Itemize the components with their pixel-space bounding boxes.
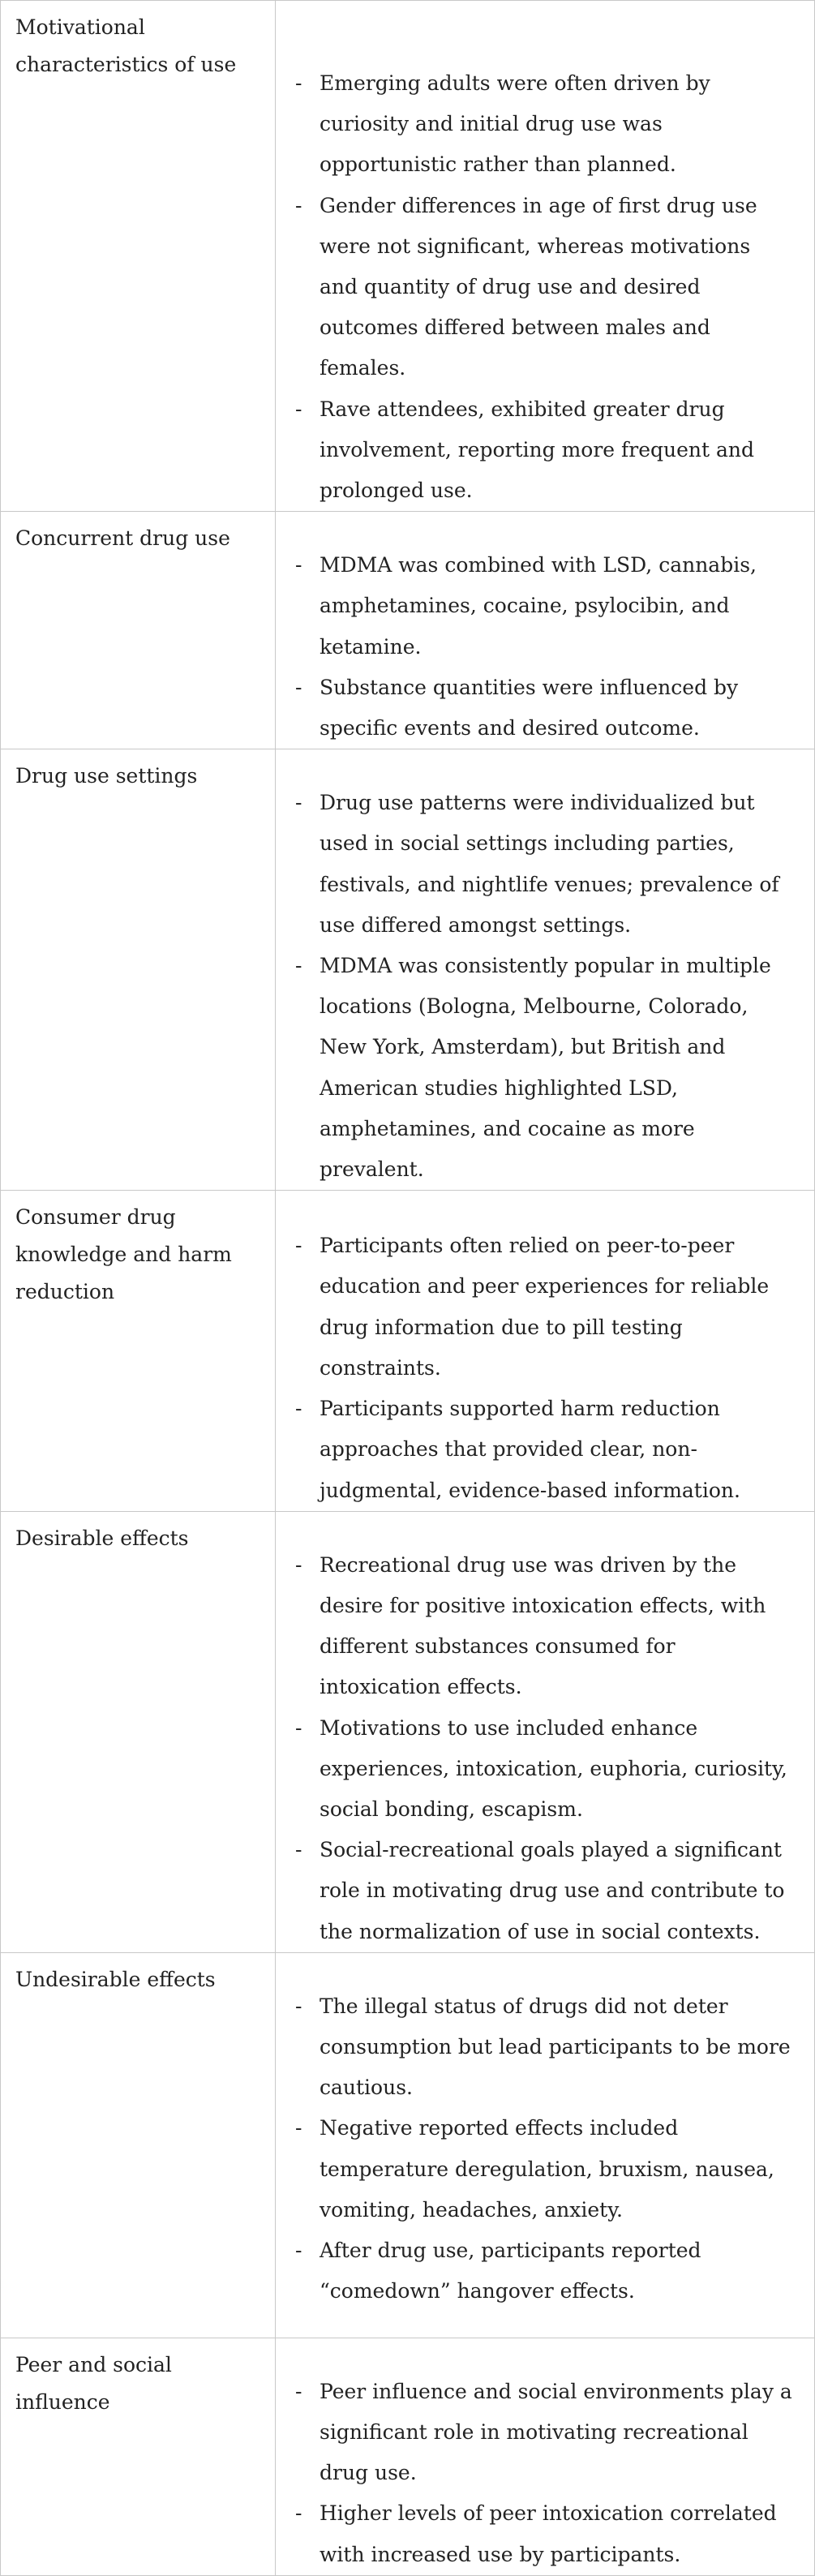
finding-item: - MDMA was consistently popular in multiple locations (Bologna, Melbourne, Colorado, New York, Amsterdam), but British and American studies highlighted LSD, amphetamines, and cocaine as more prevalent.	[276, 946, 795, 1190]
theme-cell: Peer and social influence	[1, 2338, 276, 2575]
finding-item: - Higher levels of peer intoxication correlated with increased use by participants.	[276, 2493, 795, 2574]
finding-item: - Emerging adults were often driven by curiosity and initial drug use was opportunistic rather than planned.	[276, 63, 795, 186]
table-row	[1, 512, 815, 749]
findings-cell	[276, 512, 815, 749]
findings-list	[276, 2338, 795, 2575]
table-row	[1, 1511, 815, 1952]
finding-item: - Drug use patterns were individualized but used in social settings including parties, festivals, and nightlife venues; prevalence of use differed amongst settings.	[276, 783, 795, 946]
finding-item: - The illegal status of drugs did not deter consumption but lead participants to be more cautious.	[276, 1986, 795, 2109]
finding-item: - Social-recreational goals played a significant role in motivating drug use and contribute to the normalization of use in social contexts.	[276, 1830, 795, 1952]
findings-cell	[276, 749, 815, 1191]
findings-list	[276, 749, 795, 1190]
finding-item: - After drug use, participants reported “comedown” hangover effects.	[276, 2230, 795, 2312]
table-row	[1, 1, 815, 512]
findings-cell	[276, 2338, 815, 2575]
theme-cell: Consumer drug knowledge and harm reduction	[1, 1191, 276, 1511]
table-row	[1, 1191, 815, 1511]
findings-list	[276, 1953, 795, 2312]
theme-cell: Concurrent drug use	[1, 512, 276, 749]
theme-cell: Undesirable effects	[1, 1952, 276, 2338]
findings-list	[276, 512, 795, 749]
findings-cell	[276, 1, 815, 512]
finding-item: - Participants supported harm reduction approaches that provided clear, non-judgmental, evidence-based information.	[276, 1389, 795, 1511]
finding-item: - Participants often relied on peer-to-peer education and peer experiences for reliable drug information due to pill testing constraints.	[276, 1226, 795, 1389]
findings-list	[276, 1191, 795, 1510]
findings-cell	[276, 1952, 815, 2338]
finding-item: - Gender differences in age of first drug use were not significant, whereas motivations and quantity of drug use and desired outcomes differed between males and females.	[276, 186, 795, 389]
finding-item: - Substance quantities were influenced by specific events and desired outcome.	[276, 668, 795, 749]
finding-item: - Negative reported effects included temperature deregulation, bruxism, nausea, vomiting, headaches, anxiety.	[276, 2108, 795, 2230]
finding-item: - MDMA was combined with LSD, cannabis, amphetamines, cocaine, psylocibin, and ketamine.	[276, 545, 795, 668]
theme-cell: Drug use settings	[1, 749, 276, 1191]
finding-item: - Rave attendees, exhibited greater drug involvement, reporting more frequent and prolonged use.	[276, 389, 795, 512]
finding-item: - Peer influence and social environments play a significant role in motivating recreational drug use.	[276, 2372, 795, 2494]
findings-cell	[276, 1191, 815, 1511]
theme-cell: Desirable effects	[1, 1511, 276, 1952]
finding-item: - Motivations to use included enhance experiences, intoxication, euphoria, curiosity, social bonding, escapism.	[276, 1708, 795, 1831]
findings-list	[276, 1, 795, 511]
finding-item: - Recreational drug use was driven by the desire for positive intoxication effects, with different substances consumed for intoxication effects.	[276, 1545, 795, 1708]
findings-cell	[276, 1511, 815, 1952]
theme-cell: Motivational characteristics of use	[1, 1, 276, 512]
table-row	[1, 749, 815, 1191]
findings-list	[276, 1512, 795, 1952]
table-row	[1, 1952, 815, 2338]
table-row	[1, 2338, 815, 2575]
